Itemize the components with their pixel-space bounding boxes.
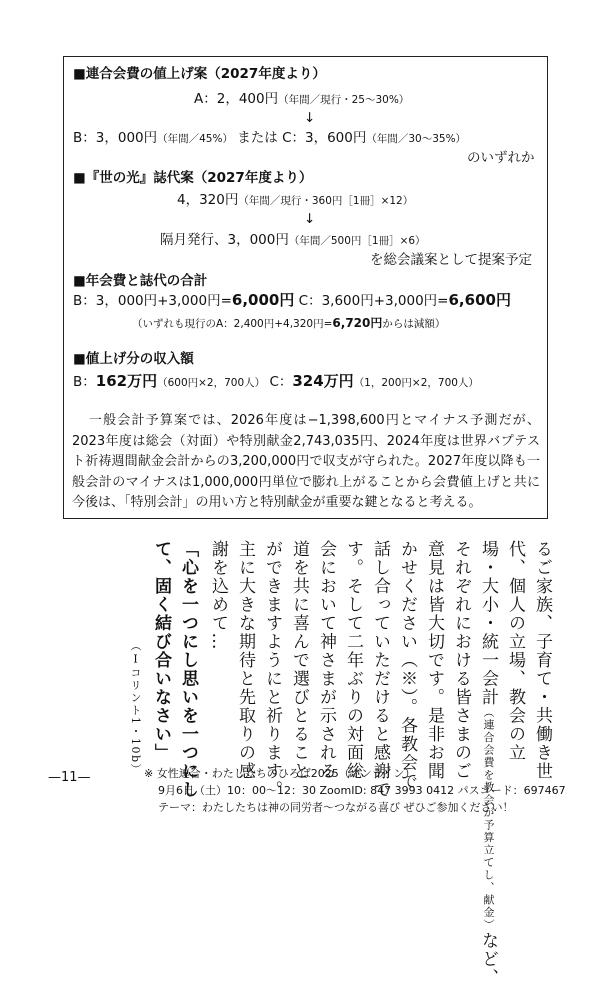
proposal-text: を総会議案として提案予定 [370, 252, 532, 268]
option-a-value: A：2，400円 [194, 91, 278, 107]
total-c-formula: C：3,600円+3,000円= [299, 293, 449, 309]
vertical-col-2: 代、個人の立場、教会の立 [503, 540, 527, 772]
vertical-col-8: す。そして二年ぶりの対面総 [341, 540, 365, 772]
option-a-note: （年間／現行・25～30%） [278, 94, 409, 106]
reduction-note [132, 315, 445, 332]
vertical-quote-2: て、固く結び合いなさい」 [149, 540, 173, 772]
vertical-col-3-main: 場・大小・統一会計 [478, 540, 498, 707]
option-c-note: （年間／30～35%） [366, 133, 466, 145]
option-b-note: （年間／45%） [157, 133, 233, 145]
vertical-quote-1: 「心を一つにし思いを一つにし [176, 540, 200, 772]
either-text: のいずれか [467, 150, 535, 166]
option-a [194, 91, 409, 108]
income-c-value: 324万円 [292, 372, 353, 390]
arrow-down-icon: ↓ [304, 211, 315, 227]
budget-paragraph: 一般会計予算案では、2026年度は−1,398,600円とマイナス予測だが、2023年度は総会（対面）や特別献金2,743,035円、2024年度は世界バプテスト祈祷週間献金会計からの3,200,000円で収支が守られた。2027年度以降も一般会計のマイナスは1,000,000円単位で膨れ上がることから会費値上げと共に今後は、「特別会計」の用い方と特別献金が重要な鍵となると考える。 [72, 411, 540, 514]
or-text: または [237, 130, 278, 146]
magazine-bimonthly [160, 232, 426, 249]
footer-theme: テーマ：わたしたちは神の同労者～つながる喜び ぜひご参加ください！ [158, 799, 514, 815]
magazine-price: 4，320円 [177, 192, 238, 208]
vertical-col-5: 意見は皆大切です。是非お聞 [422, 540, 446, 772]
page-number: —11— [48, 770, 91, 785]
vertical-col-10: 道を共に喜んで選びとること [287, 540, 311, 772]
heading-income: ■値上げ分の収入額 [73, 351, 194, 367]
magazine-price-note: （年間／現行・360円［1冊］×12） [238, 195, 413, 207]
income-b-label: B： [73, 374, 96, 390]
vertical-col-12: 主に大きな期待と先取りの感 [233, 540, 257, 772]
vertical-col-1: るご家族、子育て・共働き世 [530, 540, 554, 772]
income-c-note: （1，200円×2，700人） [354, 377, 479, 389]
option-b-value: B：3，000円 [73, 130, 157, 146]
vertical-col-3-tail: など、 [478, 932, 498, 987]
heading-total: ■年会費と誌代の合計 [73, 273, 207, 289]
income-c-label: C： [269, 374, 292, 390]
vertical-col-7: 話し合っていただけると感謝で [368, 540, 392, 772]
magazine-current [177, 192, 413, 209]
vertical-col-6: かせください（※）。各教会で [395, 540, 419, 772]
vertical-col-3 [476, 540, 500, 772]
total-b-value: 6,000円 [232, 291, 294, 309]
total-c-value: 6,600円 [449, 291, 511, 309]
income-b-value: 162万円 [96, 372, 157, 390]
vertical-col-9: 会において神さまが示される [314, 540, 338, 772]
reduction-post: からは減額） [382, 318, 445, 330]
reduction-value: 6,720円 [332, 316, 382, 330]
vertical-col-4: それぞれにおける皆さまのご [449, 540, 473, 772]
vertical-col-3-note: （連合会費を教会が予算立てし、献金） [482, 707, 495, 932]
footer-zoom: 9月6日（土）10：00～12：30 ZoomID: 847 3993 0412 パスコード：697467 [158, 782, 566, 798]
arrow-down-icon: ↓ [304, 110, 315, 126]
heading-magazine: ■『世の光』誌代案（2027年度より） [73, 170, 312, 186]
footer-event: ※ 女性連合・わたしたちのひろば2025（オンライン） [144, 765, 415, 781]
verse-reference: （Ⅰコリント1・10b） [123, 640, 147, 770]
reduction-pre: （いずれも現行のA：2,400円+4,320円= [132, 318, 332, 330]
bimonthly-price: 隔月発行、3，000円 [160, 232, 289, 248]
income-b-note: （600円×2，700人） [157, 377, 265, 389]
bimonthly-note: （年間／500円［1冊］×6） [289, 235, 426, 247]
vertical-col-13: 謝を込めて… [206, 540, 230, 772]
heading-dues: ■連合会費の値上げ案（2027年度より） [73, 66, 326, 82]
total-line [73, 292, 511, 309]
vertical-col-11: ができますようにと祈ります。 [260, 540, 284, 772]
option-bc [73, 130, 466, 147]
option-c-value: C：3，600円 [282, 130, 366, 146]
total-b-formula: B：3，000円+3,000円= [73, 293, 232, 309]
income-line [73, 373, 479, 391]
